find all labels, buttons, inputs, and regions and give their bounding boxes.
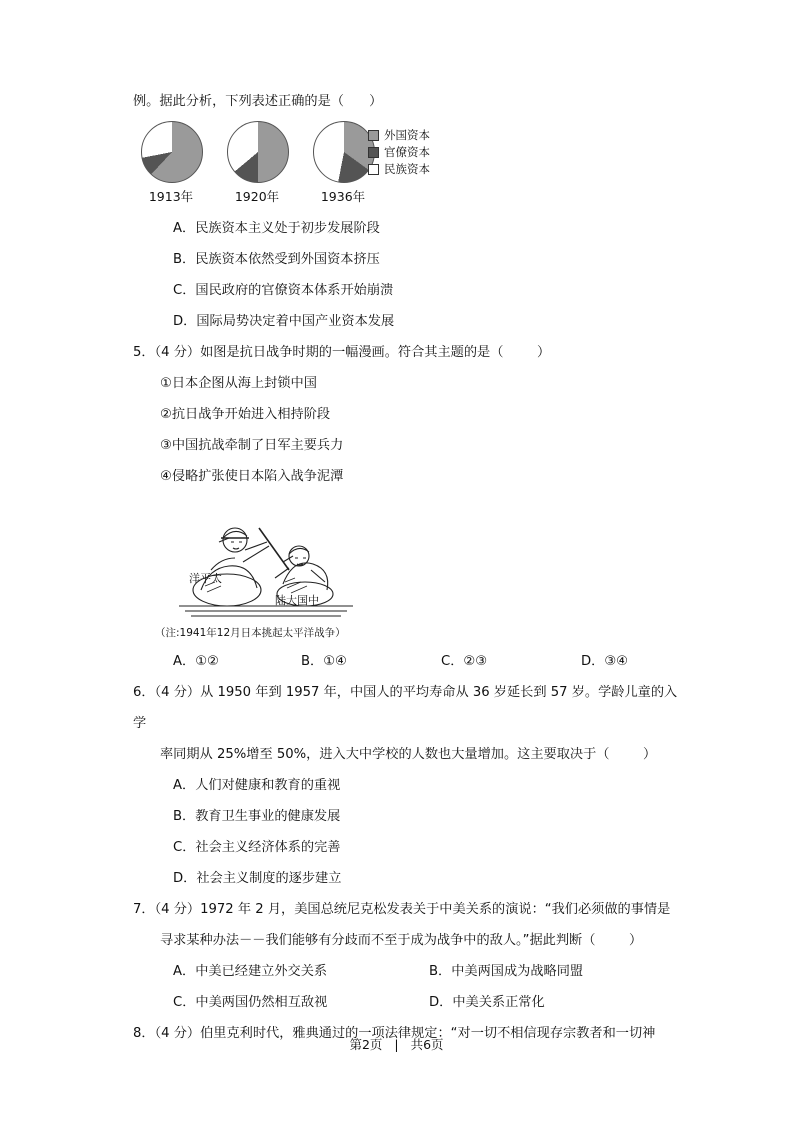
question-7-option-b: B．中美两国成为战略同盟 (429, 964, 584, 979)
question-7-option-c: C．中美两国仍然相互敌视 (173, 995, 328, 1010)
chart-legend (368, 127, 430, 178)
cartoon-label-right: 陆大国中 (275, 594, 319, 607)
question-6-option-c: C．社会主义经济体系的完善 (173, 840, 341, 855)
page-content (133, 86, 681, 1049)
legend-item-bureaucratic (368, 144, 430, 161)
footer-separator: | (394, 1037, 399, 1052)
legend-swatch-foreign (368, 130, 379, 141)
pie-chart-group (141, 121, 375, 183)
question-5-option-c: C．②③ (441, 654, 488, 669)
footer-current-page: 第2页 (349, 1037, 383, 1052)
question-7-options-row2 (133, 987, 681, 1018)
cartoon-figure (171, 498, 361, 623)
pie-year-label-1936: 1936年 (320, 189, 366, 204)
cartoon-note: （注:1941年12月日本挑起太平洋战争） (155, 627, 346, 639)
question-8-stem-line1: 8．（4 分）伯里克利时代，雅典通过的一项法律规定：“对一切不相信现存宗教者和一切神 (133, 1026, 656, 1041)
question-4-option-a: A．民族资本主义处于初步发展阶段 (173, 221, 380, 236)
question-5-stem: 5．（4 分）如图是抗日战争时期的一幅漫画。符合其主题的是（ ） (133, 345, 551, 360)
question-4-option-b: B．民族资本依然受到外国资本挤压 (173, 252, 380, 267)
question-7-option-a: A．中美已经建立外交关系 (173, 964, 328, 979)
question-5-option-b: B．①④ (301, 654, 347, 669)
question-6-option-b: B．教育卫生事业的健康发展 (173, 809, 341, 824)
pie-1936 (313, 121, 375, 183)
question-5-item-3: ③中国抗战牵制了日军主要兵力 (160, 438, 344, 453)
legend-label-national: 民族资本 (384, 162, 430, 176)
legend-item-foreign (368, 127, 430, 144)
question-6-stem-line1: 6．（4 分）从 1950 年到 1957 年，中国人的平均寿命从 36 岁延长到 57 岁。学龄儿童的入学 (133, 685, 678, 731)
question-7-stem-line1: 7．（4 分）1972 年 2 月，美国总统尼克松发表关于中美关系的演说：“我们必须做的事情是 (133, 902, 671, 917)
page-footer (0, 1035, 793, 1053)
legend-item-national (368, 161, 430, 178)
cartoon-label-left: 洋平太 (189, 572, 222, 585)
footer-total-pages: 共6页 (410, 1037, 444, 1052)
question-6-stem-line2: 率同期从 25%增至 50%，进入大中学校的人数也大量增加。这主要取决于（ ） (160, 747, 657, 762)
question-4-option-c: C．国民政府的官僚资本体系开始崩溃 (173, 283, 394, 298)
pie-1913 (141, 121, 203, 183)
question-5-item-2: ②抗日战争开始进入相持阶段 (160, 407, 331, 422)
question-7-stem-line2: 寻求某种办法－－我们能够有分歧而不至于成为战争中的敌人。”据此判断（ ） (160, 933, 643, 948)
pie-year-label-1920: 1920年 (234, 189, 280, 204)
question-5-option-a: A．①② (173, 654, 219, 669)
question-7-options-row1 (133, 956, 681, 987)
question-7-option-d: D．中美关系正常化 (429, 995, 545, 1010)
cartoon-illustration (171, 498, 361, 623)
question-6-option-d: D．社会主义制度的逐步建立 (173, 871, 342, 886)
question-5-item-4: ④侵略扩张使日本陷入战争泥潭 (160, 469, 344, 484)
question-4-stem-tail: 例。据此分析，下列表述正确的是（ ） (133, 94, 383, 109)
pie-year-label-1913: 1913年 (148, 189, 194, 204)
legend-swatch-bureaucratic (368, 147, 379, 158)
question-5-options (133, 646, 681, 677)
pie-year-labels (133, 187, 381, 205)
legend-label-foreign: 外国资本 (384, 128, 430, 142)
pie-1920 (227, 121, 289, 183)
pie-chart-figure (133, 121, 681, 213)
question-5-item-1: ①日本企图从海上封锁中国 (160, 376, 317, 391)
question-5-option-d: D．③④ (581, 654, 628, 669)
legend-label-bureaucratic: 官僚资本 (384, 145, 430, 159)
legend-swatch-national (368, 164, 379, 175)
question-4-option-d: D．国际局势决定着中国产业资本发展 (173, 314, 395, 329)
question-6-option-a: A．人们对健康和教育的重视 (173, 778, 341, 793)
